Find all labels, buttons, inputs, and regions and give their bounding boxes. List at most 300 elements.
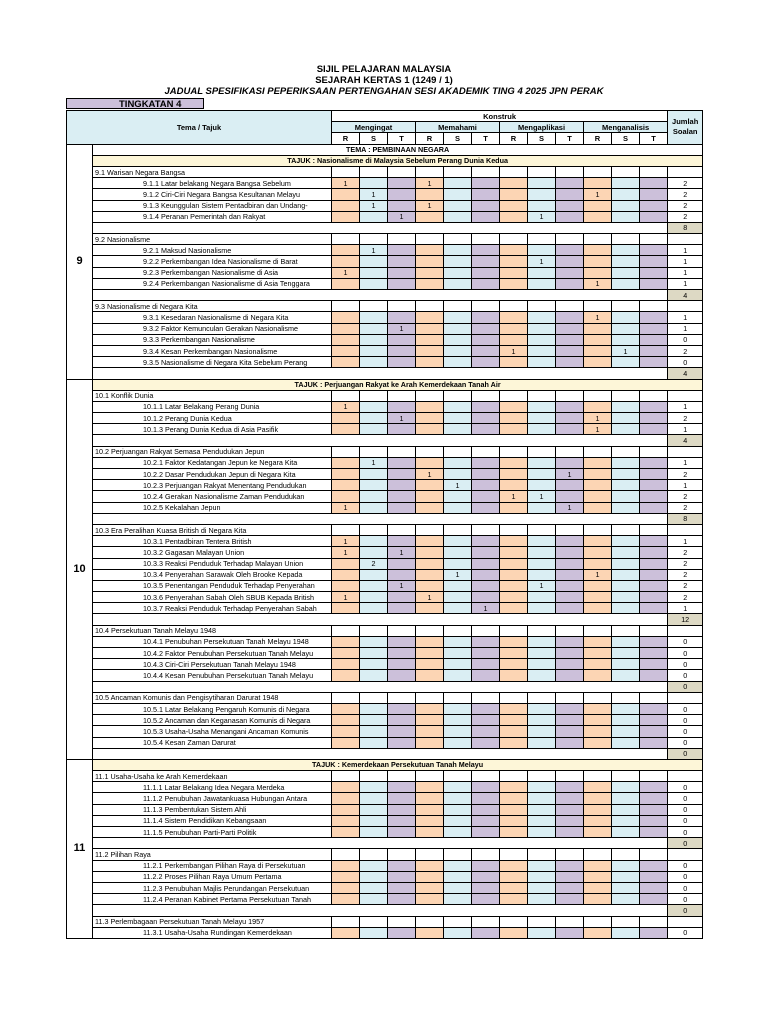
mark-cell — [528, 726, 556, 737]
mark-cell — [556, 245, 584, 256]
table-row — [67, 927, 703, 938]
mark-cell — [640, 256, 668, 267]
mark-cell — [416, 648, 444, 659]
specification-table — [66, 110, 703, 939]
mark-cell — [472, 882, 500, 893]
mark-cell — [332, 345, 360, 356]
mark-cell — [360, 334, 388, 345]
mark-cell — [472, 480, 500, 491]
mark-cell — [332, 245, 360, 256]
mark-cell: 1 — [584, 424, 612, 435]
jumlah-cell: 2 — [668, 592, 703, 603]
mark-cell — [360, 401, 388, 412]
blank-cell — [416, 234, 444, 245]
blank-cell — [332, 849, 360, 860]
mark-cell — [416, 457, 444, 468]
mark-cell — [500, 469, 528, 480]
mark-cell — [612, 603, 640, 614]
mark-cell — [360, 793, 388, 804]
blank-cell — [556, 368, 584, 379]
blank-cell — [360, 614, 388, 625]
blank-cell — [360, 368, 388, 379]
item-label: 11.2.2 Proses Pilihan Raya Umum Pertama — [93, 871, 332, 882]
mark-cell: 1 — [360, 189, 388, 200]
mark-cell — [388, 871, 416, 882]
mark-cell — [388, 882, 416, 893]
tema-heading-row — [67, 144, 703, 155]
mark-cell — [556, 558, 584, 569]
mark-cell — [556, 323, 584, 334]
mark-cell — [584, 871, 612, 882]
mark-cell — [444, 334, 472, 345]
mark-cell — [360, 827, 388, 838]
section-total: 0 — [668, 681, 703, 692]
blank-cell — [444, 166, 472, 177]
table-row — [67, 536, 703, 547]
blank-cell — [640, 234, 668, 245]
mark-cell — [416, 827, 444, 838]
jumlah-cell: 1 — [668, 278, 703, 289]
blank-cell — [472, 625, 500, 636]
mark-cell — [584, 245, 612, 256]
blank-cell — [500, 905, 528, 916]
mark-cell — [500, 580, 528, 591]
tema-heading: TEMA : PEMBINAAN NEGARA — [93, 144, 703, 155]
group-header-memahami: Memahami — [416, 122, 500, 133]
blank-cell — [500, 513, 528, 524]
mark-cell — [388, 178, 416, 189]
table-row — [67, 894, 703, 905]
blank-cell — [640, 905, 668, 916]
blank-cell — [444, 849, 472, 860]
mark-cell — [584, 211, 612, 222]
mark-cell — [556, 536, 584, 547]
mark-cell: 1 — [584, 413, 612, 424]
mark-cell: 1 — [416, 469, 444, 480]
blank-cell — [472, 234, 500, 245]
table-row — [67, 469, 703, 480]
item-label: 10.4.2 Faktor Penubuhan Persekutuan Tanah Melayu — [93, 648, 332, 659]
blank-cell — [416, 290, 444, 301]
mark-cell — [640, 827, 668, 838]
mark-cell — [444, 547, 472, 558]
blank-cell — [416, 771, 444, 782]
mark-cell — [528, 245, 556, 256]
blank-cell — [528, 301, 556, 312]
mark-cell: 1 — [360, 457, 388, 468]
jumlah-cell: 1 — [668, 267, 703, 278]
blank-cell — [584, 838, 612, 849]
section-row — [67, 625, 703, 636]
mark-cell — [500, 894, 528, 905]
mark-cell — [500, 592, 528, 603]
mark-cell — [584, 703, 612, 714]
blank-cell — [612, 234, 640, 245]
blank-cell — [584, 905, 612, 916]
blank-cell — [332, 446, 360, 457]
mark-cell — [472, 793, 500, 804]
mark-cell — [444, 815, 472, 826]
blank-cell — [612, 390, 640, 401]
mark-cell — [556, 592, 584, 603]
mark-cell — [472, 469, 500, 480]
blank-cell — [93, 905, 332, 916]
blank-cell — [612, 301, 640, 312]
tajuk-row — [67, 759, 703, 770]
blank-cell — [444, 290, 472, 301]
section-total: 12 — [668, 614, 703, 625]
mark-cell — [360, 703, 388, 714]
mark-cell — [416, 480, 444, 491]
mark-cell — [640, 894, 668, 905]
blank-cell — [332, 838, 360, 849]
mark-cell — [500, 815, 528, 826]
mark-cell — [584, 267, 612, 278]
mark-cell — [612, 715, 640, 726]
blank-cell — [360, 390, 388, 401]
mark-cell — [472, 648, 500, 659]
jumlah-cell: 2 — [668, 502, 703, 513]
mark-cell — [332, 737, 360, 748]
mark-cell — [388, 703, 416, 714]
mark-cell — [444, 793, 472, 804]
mark-cell — [612, 334, 640, 345]
mark-cell — [360, 413, 388, 424]
jumlah-cell: 0 — [668, 927, 703, 938]
blank-cell — [612, 681, 640, 692]
mark-cell — [500, 827, 528, 838]
level-header: S — [612, 133, 640, 144]
mark-cell — [416, 547, 444, 558]
blank-cell — [360, 692, 388, 703]
table-row — [67, 245, 703, 256]
blank-cell — [668, 390, 703, 401]
mark-cell — [360, 860, 388, 871]
mark-cell — [612, 480, 640, 491]
mark-cell — [640, 245, 668, 256]
mark-cell — [528, 715, 556, 726]
section-total-row — [67, 838, 703, 849]
blank-cell — [444, 838, 472, 849]
jumlah-cell: 2 — [668, 189, 703, 200]
mark-cell — [388, 491, 416, 502]
mark-cell — [388, 480, 416, 491]
mark-cell — [528, 278, 556, 289]
mark-cell: 1 — [584, 569, 612, 580]
table-row — [67, 200, 703, 211]
blank-cell — [388, 290, 416, 301]
mark-cell — [528, 480, 556, 491]
mark-cell — [528, 737, 556, 748]
mark-cell — [500, 357, 528, 368]
mark-cell — [500, 323, 528, 334]
blank-cell — [93, 838, 332, 849]
table-row — [67, 636, 703, 647]
item-label: 10.2.4 Gerakan Nasionalisme Zaman Pendudukan — [93, 491, 332, 502]
blank-cell — [528, 290, 556, 301]
blank-cell — [528, 625, 556, 636]
mark-cell — [416, 715, 444, 726]
mark-cell — [500, 424, 528, 435]
mark-cell — [444, 189, 472, 200]
mark-cell — [640, 502, 668, 513]
blank-cell — [500, 222, 528, 233]
konstruk-header: Konstruk — [332, 111, 668, 122]
mark-cell — [584, 659, 612, 670]
blank-cell — [612, 838, 640, 849]
blank-cell — [444, 368, 472, 379]
blank-cell — [332, 513, 360, 524]
blank-cell — [332, 681, 360, 692]
table-row — [67, 256, 703, 267]
blank-cell — [388, 681, 416, 692]
mark-cell — [528, 424, 556, 435]
blank-cell — [668, 446, 703, 457]
blank-cell — [388, 435, 416, 446]
blank-cell — [416, 368, 444, 379]
blank-cell — [668, 771, 703, 782]
mark-cell — [528, 189, 556, 200]
jumlah-cell: 1 — [668, 536, 703, 547]
section-total-row — [67, 513, 703, 524]
table-row — [67, 670, 703, 681]
mark-cell — [556, 737, 584, 748]
blank-cell — [500, 166, 528, 177]
mark-cell — [612, 267, 640, 278]
mark-cell — [360, 737, 388, 748]
blank-cell — [556, 771, 584, 782]
mark-cell — [528, 547, 556, 558]
blank-cell — [584, 368, 612, 379]
mark-cell — [416, 211, 444, 222]
mark-cell — [472, 189, 500, 200]
mark-cell — [360, 480, 388, 491]
mark-cell — [584, 894, 612, 905]
blank-cell — [528, 692, 556, 703]
mark-cell — [500, 927, 528, 938]
blank-cell — [93, 748, 332, 759]
section-total-row — [67, 290, 703, 301]
section-row — [67, 524, 703, 535]
blank-cell — [556, 692, 584, 703]
mark-cell — [556, 312, 584, 323]
blank-cell — [472, 748, 500, 759]
mark-cell — [472, 312, 500, 323]
mark-cell — [528, 636, 556, 647]
mark-cell — [360, 491, 388, 502]
mark-cell — [388, 558, 416, 569]
mark-cell — [556, 726, 584, 737]
mark-cell — [388, 569, 416, 580]
mark-cell — [360, 178, 388, 189]
blank-cell — [584, 234, 612, 245]
mark-cell — [388, 894, 416, 905]
mark-cell — [556, 178, 584, 189]
mark-cell — [612, 558, 640, 569]
mark-cell — [416, 580, 444, 591]
mark-cell — [556, 480, 584, 491]
blank-cell — [500, 681, 528, 692]
mark-cell — [388, 345, 416, 356]
blank-cell — [668, 625, 703, 636]
blank-cell — [360, 771, 388, 782]
mark-cell — [528, 860, 556, 871]
item-label: 10.1.1 Latar Belakang Perang Dunia — [93, 401, 332, 412]
level-header: R — [584, 133, 612, 144]
mark-cell — [388, 357, 416, 368]
mark-cell — [528, 894, 556, 905]
mark-cell — [500, 558, 528, 569]
mark-cell: 1 — [444, 569, 472, 580]
mark-cell — [612, 782, 640, 793]
item-label: 9.3.3 Perkembangan Nasionalisme — [93, 334, 332, 345]
mark-cell — [556, 882, 584, 893]
item-label: 10.4.1 Penubuhan Persekutuan Tanah Melayu 1948 — [93, 636, 332, 647]
blank-cell — [93, 681, 332, 692]
blank-cell — [668, 166, 703, 177]
table-row — [67, 659, 703, 670]
mark-cell — [640, 860, 668, 871]
mark-cell — [612, 927, 640, 938]
mark-cell — [640, 726, 668, 737]
mark-cell — [640, 401, 668, 412]
section-row — [67, 849, 703, 860]
blank-cell — [360, 849, 388, 860]
jumlah-cell: 0 — [668, 334, 703, 345]
mark-cell — [444, 267, 472, 278]
mark-cell — [556, 189, 584, 200]
mark-cell — [472, 424, 500, 435]
mark-cell — [640, 491, 668, 502]
blank-cell — [556, 625, 584, 636]
blank-cell — [500, 524, 528, 535]
blank-cell — [528, 524, 556, 535]
mark-cell — [332, 636, 360, 647]
blank-cell — [584, 290, 612, 301]
mark-cell — [416, 245, 444, 256]
mark-cell — [612, 200, 640, 211]
mark-cell — [612, 871, 640, 882]
blank-cell — [640, 625, 668, 636]
blank-cell — [388, 222, 416, 233]
mark-cell — [472, 413, 500, 424]
mark-cell — [528, 782, 556, 793]
blank-cell — [360, 681, 388, 692]
blank-cell — [472, 166, 500, 177]
mark-cell — [388, 267, 416, 278]
mark-cell — [584, 323, 612, 334]
mark-cell — [388, 256, 416, 267]
blank-cell — [388, 916, 416, 927]
mark-cell — [500, 502, 528, 513]
blank-cell — [472, 390, 500, 401]
mark-cell — [360, 815, 388, 826]
group-header-mengingat: Mengingat — [332, 122, 416, 133]
level-header: R — [416, 133, 444, 144]
mark-cell — [444, 882, 472, 893]
mark-cell — [388, 827, 416, 838]
mark-cell — [528, 670, 556, 681]
mark-cell — [640, 737, 668, 748]
mark-cell — [528, 648, 556, 659]
title-line-3: JADUAL SPESIFIKASI PEPERIKSAAN PERTENGAHAN SESI AKADEMIK TING 4 2025 JPN PERAK — [164, 86, 604, 97]
blank-cell — [584, 446, 612, 457]
item-label: 9.3.1 Kesedaran Nasionalisme di Negara Kita — [93, 312, 332, 323]
mark-cell — [332, 200, 360, 211]
blank-cell — [584, 390, 612, 401]
jumlah-cell: 0 — [668, 737, 703, 748]
level-header: S — [528, 133, 556, 144]
table-row — [67, 211, 703, 222]
section-total-row — [67, 435, 703, 446]
item-label: 10.3.7 Reaksi Penduduk Terhadap Penyerahan Sabah — [93, 603, 332, 614]
mark-cell — [556, 715, 584, 726]
blank-cell — [93, 435, 332, 446]
mark-cell — [360, 580, 388, 591]
mark-cell — [332, 670, 360, 681]
mark-cell — [612, 737, 640, 748]
jumlah-cell: 2 — [668, 178, 703, 189]
mark-cell — [332, 413, 360, 424]
mark-cell — [332, 804, 360, 815]
section-row — [67, 234, 703, 245]
blank-cell — [472, 368, 500, 379]
blank-cell — [332, 771, 360, 782]
blank-cell — [584, 916, 612, 927]
blank-cell — [388, 301, 416, 312]
mark-cell — [472, 178, 500, 189]
mark-cell — [416, 737, 444, 748]
mark-cell — [500, 245, 528, 256]
mark-cell — [584, 345, 612, 356]
section-title: 10.5 Ancaman Komunis dan Pengisytiharan Darurat 1948 — [93, 692, 332, 703]
mark-cell — [444, 726, 472, 737]
blank-cell — [556, 446, 584, 457]
mark-cell — [388, 592, 416, 603]
blank-cell — [640, 166, 668, 177]
mark-cell — [332, 927, 360, 938]
jumlah-cell: 0 — [668, 782, 703, 793]
mark-cell — [472, 278, 500, 289]
mark-cell — [388, 536, 416, 547]
mark-cell — [472, 200, 500, 211]
mark-cell — [612, 793, 640, 804]
mark-cell — [360, 648, 388, 659]
mark-cell — [332, 860, 360, 871]
blank-cell — [528, 222, 556, 233]
blank-cell — [528, 368, 556, 379]
blank-cell — [332, 290, 360, 301]
mark-cell — [528, 603, 556, 614]
mark-cell — [640, 547, 668, 558]
mark-cell — [612, 659, 640, 670]
mark-cell — [360, 211, 388, 222]
blank-cell — [444, 692, 472, 703]
mark-cell — [584, 793, 612, 804]
blank-cell — [332, 390, 360, 401]
mark-cell — [640, 424, 668, 435]
blank-cell — [612, 625, 640, 636]
tajuk-row — [67, 155, 703, 166]
tajuk-heading: TAJUK : Kemerdekaan Persekutuan Tanah Melayu — [93, 759, 703, 770]
item-label: 10.5.3 Usaha-Usaha Menangani Ancaman Komunis — [93, 726, 332, 737]
level-header: S — [444, 133, 472, 144]
table-row — [67, 178, 703, 189]
item-label: 11.1.4 Sistem Pendidikan Kebangsaan — [93, 815, 332, 826]
blank-cell — [584, 614, 612, 625]
mark-cell — [416, 312, 444, 323]
blank-cell — [93, 368, 332, 379]
